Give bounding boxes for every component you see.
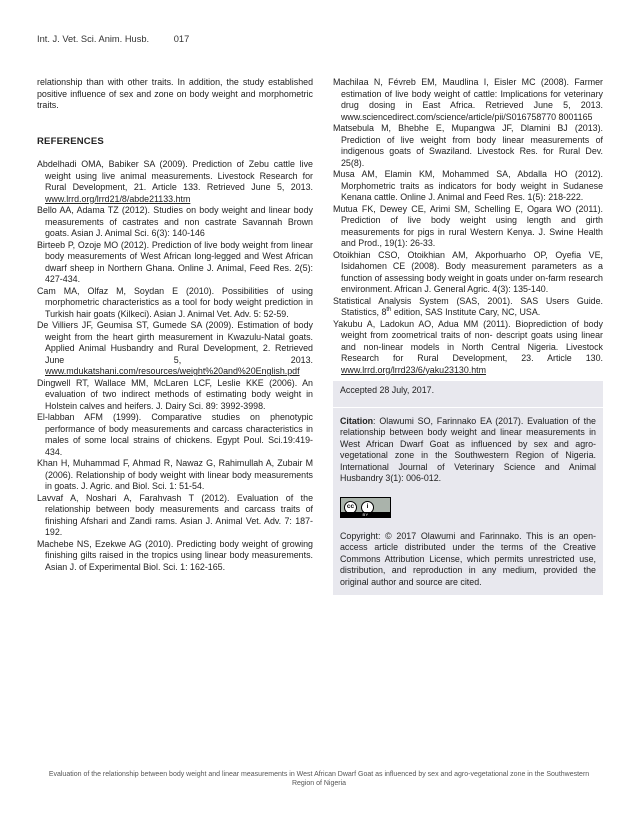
reference-text: Khan H, Muhammad F, Ahmad R, Nawaz G, Rahimullah A, Zubair M (2006). Relationship of body weight with linear body measurements in goats. J. Agric. and Biol. Sci. 1: 51-54. — [37, 458, 313, 491]
reference-text: Musa AM, Elamin KM, Mohammed SA, Abdalla HO (2012). Morphometric traits as indicators for body weight in Sudanese Kenana cattle. Online J. Animal and Feed Res. 1(5): 218-222. — [333, 169, 603, 202]
reference-text: Mutua FK, Dewey CE, Arimi SM, Schelling E, Ogara WO (2011). Prediction of live body weight using length and girth measurements for pigs in rural Western Kenya. J. Swine Health and Prod., 19(1): 26-33. — [333, 203, 603, 248]
reference-item — [37, 539, 313, 574]
intro-paragraph: relationship than with other traits. In addition, the study established positive influence of sex and zone on body weight and morphometric traits. — [37, 77, 313, 110]
reference-text: Machebe NS, Ezekwe AG (2010). Predicting body weight of growing finishing gilts raised in the tropics using linear body measurements. Asian J. of Experimental Biol. Sci. 1: 162-165. — [37, 538, 313, 572]
license-strip: BY — [341, 512, 390, 517]
superscript: th — [386, 307, 392, 314]
reference-item — [37, 458, 313, 493]
cc-by-license-icon[interactable] — [340, 497, 391, 518]
journal-title: Int. J. Vet. Sci. Anim. Husb. — [37, 34, 150, 44]
copyright-notice: Copyright: © 2017 Olawumi and Farinnako. This is an open-access article distributed under the terms of the Creative Commons Attribution License, which permits unrestricted use, distribution, and reproduction in any medium, provided the original author and source are cited. — [340, 530, 596, 587]
page-number: 017 — [173, 34, 190, 44]
references-list-right-continued — [333, 319, 603, 377]
reference-text: Cam MA, Olfaz M, Soydan E (2010). Possibilities of using morphometric characteristics as a tool for body weight prediction in Turkish hair goats (Kilkeci). Asian J. Animal Vet. Adv. 5: 52-59. — [37, 285, 313, 319]
accepted-date: Accepted 28 July, 2017. — [333, 381, 603, 408]
right-column — [333, 77, 603, 595]
reference-item — [37, 493, 313, 539]
reference-item — [37, 320, 313, 378]
reference-text: Otoikhian CSO, Otoikhian AM, Akporhuarho OP, Oyefia VE, Isidahomen CE (2008). Body measurement parameters as a function of assessing body weight in goats under on-farm research environment. African J. General Agric. 4(3): 135-140. — [333, 249, 603, 294]
reference-item — [333, 250, 603, 296]
running-footer: Evaluation of the relationship between body weight and linear measurements in West African Dwarf Goat as influenced by sex and agro-vegetational zone in the Southwestern Region of Nigeria — [48, 771, 590, 787]
reference-item — [333, 204, 603, 250]
references-heading: REFERENCES — [37, 135, 104, 147]
reference-item — [333, 319, 603, 377]
citation-label: Citation — [340, 415, 374, 426]
attribution-icon: i — [361, 501, 374, 514]
references-list-right — [333, 77, 603, 296]
reference-item — [37, 240, 313, 286]
reference-item — [37, 205, 313, 240]
reference-item — [37, 412, 313, 458]
cc-icon: cc — [344, 501, 357, 514]
citation — [340, 416, 596, 485]
reference-text: Abdelhadi OMA, Babiker SA (2009). Prediction of Zebu cattle live weight using live animal measurements. Livestock Research for Rural Development, 21. Article 133. Retrieved June 5, 2013. — [37, 159, 313, 192]
reference-item-sas — [333, 296, 603, 319]
reference-text: De Villiers JF, Geumisa ST, Gumede SA (2009). Estimation of body weight from the heart girth measurement in Kwazulu-Natal goats. Applied Animal Husbandry and Rural Development, 2. Retrieved June 5, 2013. — [37, 320, 313, 365]
reference-text: edition, SAS Institute Cary, NC, USA. — [391, 307, 541, 317]
left-column — [37, 77, 313, 573]
references-list-left — [37, 159, 313, 573]
reference-item — [37, 286, 313, 321]
article-info-box — [333, 381, 603, 595]
reference-item — [37, 378, 313, 413]
reference-text: Machilaa N, Févreb EM, Maudlina I, Eisler MC (2008). Farmer estimation of live body weight of cattle: Implications for veterinary drug dosing in East Africa. Retrieved June 5, 2013. www.sciencedirect.com/science/article/pii/S016758770 8001165 — [333, 77, 603, 122]
reference-link[interactable]: www.lrrd.org/lrrd21/8/abde21133.htm — [45, 193, 191, 204]
citation-text: : Olawumi SO, Farinnako EA (2017). Evaluation of the relationship between body weight and linear measurements in West African Dwarf Goat as influenced by sex and agro-vegetational zone in the Southwestern Region of Nigeria. International Journal of Veterinary Science and Animal Husbandry 3(1): 006-012. — [340, 415, 596, 483]
reference-text: Statistical Analysis System (SAS, 2001). SAS Users Guide. Statistics, 8 — [333, 295, 603, 317]
running-header — [37, 34, 189, 44]
reference-text: El-labban AFM (1999). Comparative studies on phenotypic performance of body measurements and carcass characteristics in males of some local strains of chickens. Egypt Poul. Sci.19:419- 434. — [37, 412, 313, 457]
reference-link[interactable]: www.lrrd.org/lrrd23/6/yaku23130.htm — [341, 364, 487, 375]
reference-item — [333, 123, 603, 169]
reference-item — [333, 169, 603, 204]
reference-text: Lavvaf A, Noshari A, Farahvash T (2012). Evaluation of the relationship between body measurements and carcass traits of finishing Afshari and Zandi rams. Asian J. Animal Vet. Adv. 7: 187-192. — [37, 492, 313, 537]
reference-text: Bello AA, Adama TZ (2012). Studies on body weight and linear body measurements of castrates and non castrate Savannah Brown goats. Asian J. Animal Sci. 6(3): 140-146 — [37, 205, 313, 238]
reference-text: Birteeb P, Ozoje MO (2012). Prediction of live body weight from linear body measurements of West African long-legged and West African dwarf sheep in Northern Ghana. Online J. Animal, Feed Res. 2(5): 427-434. — [37, 239, 313, 284]
reference-text: Matsebula M, Bhebhe E, Mupangwa JF, Dlamini BJ (2013). Prediction of live weight from body linear measurements of indigenous goats of Swaziland. Livestock Res. for Rural Dev. 25(8). — [333, 123, 603, 168]
reference-link[interactable]: www.mdukatshani.com/resources/weight%20and%20English.pdf — [45, 366, 300, 376]
reference-item — [333, 77, 603, 123]
reference-item — [37, 159, 313, 205]
reference-text: Yakubu A, Ladokun AO, Adua MM (2011). Bioprediction of body weight from zoometrical traits of non- descript goats using linear and non-linear models in North Central Nigeria. Livestock Research for Rural Development, 23. Article 130. — [333, 318, 603, 363]
reference-text: Dingwell RT, Wallace MM, McLaren LCF, Leslie KKE (2006). An evaluation of two indirect methods of estimating body weight in Holstein calves and heifers. J. Dairy Sci. 89: 3992-3998. — [37, 377, 313, 411]
